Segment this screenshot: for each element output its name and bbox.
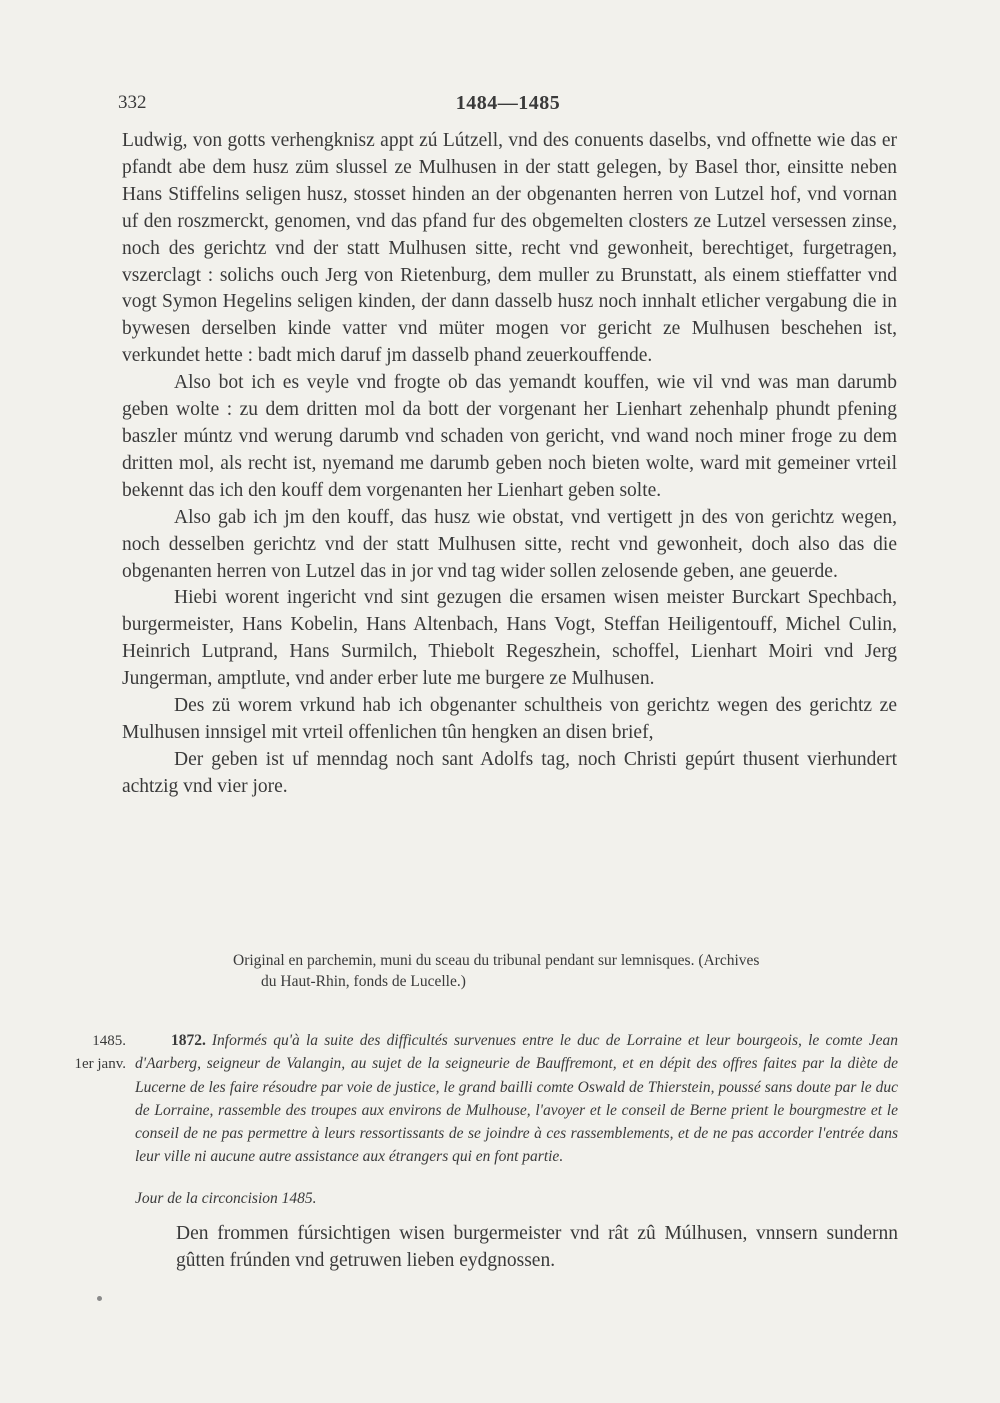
running-title: 1484—1485 xyxy=(455,92,561,114)
page-header xyxy=(118,92,898,122)
paragraph-5: Des zü worem vrkund hab ich obgenanter schultheis von gerichtz wegen des gerichtz ze Mulhusen innsigel mit vrteil offenlichen tûn hengken an disen brief, xyxy=(122,695,897,743)
source-note-line-2: du Haut-Rhin, fonds de Lucelle.) xyxy=(261,973,466,990)
margin-date xyxy=(60,1030,126,1076)
entry-summary-text: Informés qu'à la suite des difficultés survenues entre le duc de Lorraine et leur bourgeois, le comte Jean d'Aarberg, seigneur de Valangin, au sujet de la seigneurie de Bauffremont, et en dépit des offres faites par la diète de Lucerne de les faire résoudre par voie de justice, le grand bailli comte Oswald de Thierstein, poussé sans doute par le duc de Lorraine, rassemble des troupes aux environs de Mulhouse, l'avoyer et le conseil de Berne prient le bourgmestre et le conseil de ne pas permettre à leurs ressortissants de se joindre à ces rassemblements, et de ne pas accorder l'entrée dans leur ville ni aucune autre assistance aux étrangers qui en font partie. xyxy=(135,1032,898,1166)
page-number: 332 xyxy=(118,92,147,113)
entry-summary xyxy=(135,1029,898,1169)
paragraph-3: Also gab ich jm den kouff, das husz wie obstat, vnd vertigett jn des von gerichtz wegen, noch desselben gerichtz vnd der statt Mulhusen sitte, recht vnd gewonheit, doch also das die obgenanten herren von Lutzel das in jor vnd tag wider sollen zelosende geben, ane geuerde. xyxy=(122,506,897,582)
paragraph-4: Hiebi worent ingericht vnd sint gezugen die ersamen wisen meister Burckart Spechbach, burgermeister, Hans Kobelin, Hans Altenbach, Hans Vogt, Steffan Heiligentouff, Michel Culin, Heinrich Lutprand, Hans Surmilch, Thiebolt Regeszhein, schoffel, Lienhart Moiri vnd Jerg Jungerman, amptlute, vnd ander erber lute me burgere ze Mulhusen. xyxy=(122,587,897,690)
source-note-line-1: Original en parchemin, muni du sceau du tribunal pendant sur lemnisques. (Archives xyxy=(233,952,760,969)
margin-year: 1485. xyxy=(92,1033,126,1049)
letter-address: Den frommen fúrsichtigen wisen burgermeister vnd rât zû Múlhusen, vnnsern sundernn gûtten frúnden vnd getruwen lieben eydgnossen. xyxy=(176,1223,898,1271)
paragraph-1: Ludwig, von gotts verhengknisz appt zú Lútzell, vnd des conuents daselbs, vnd offnette wie das er pfandt abe dem husz züm slussel ze Mulhusen in der statt gelegen, by Basel thor, einsitte neben Hans Stiffelins seligen husz, stosset hinden an der obgenanten herren von Lutzel hof, vnd vornan uf den roszmerckt, genomen, vnd das pfand fur des obgemelten closters ze Lutzel versessen zinse, noch des gerichtz vnd der statt Mulhusen sitte, recht vnd gewonheit, berechtiget, furgetragen, vszerclagt : solichs ouch Jerg von Rietenburg, dem muller zu Brunstatt, als einem stieffatter vnd vogt Symon Hegelins seligen kinden, der dann dasselb husz noch innhalt etlicher vergabung die in bywesen derselben kinde vatter vnd müter mogen vor gericht ze Mulhusen beschehen ist, verkundet hette : badt mich daruf jm dasselb phand zeuerkouffende. xyxy=(122,130,897,367)
entry-number: 1872. xyxy=(171,1032,206,1049)
margin-day: 1er janv. xyxy=(74,1056,126,1072)
paper-speck xyxy=(97,1296,102,1301)
paragraph-6: Der geben ist uf menndag noch sant Adolfs tag, noch Christi gepúrt thusent vierhundert achtzig vnd vier jore. xyxy=(122,748,897,797)
entry-dateline: Jour de la circoncision 1485. xyxy=(135,1190,317,1207)
source-note xyxy=(233,950,898,992)
paragraph-2: Also bot ich es veyle vnd frogte ob das yemandt kouffen, wie vil vnd was man darumb geben wolte : zu dem dritten mol da bott der vorgenant her Lienhart zehenhalp phundt pfening baszler múntz vnd werung darumb vnd schaden von gericht, vnd wand noch miner froge zu dem dritten mol, als recht ist, nyemand me darumb geben noch bieten wolte, ward mit gemeiner vrteil bekennt das ich den kouff dem vorgenanten her Lienhart geben solte. xyxy=(122,372,897,501)
charter-text xyxy=(122,128,897,801)
